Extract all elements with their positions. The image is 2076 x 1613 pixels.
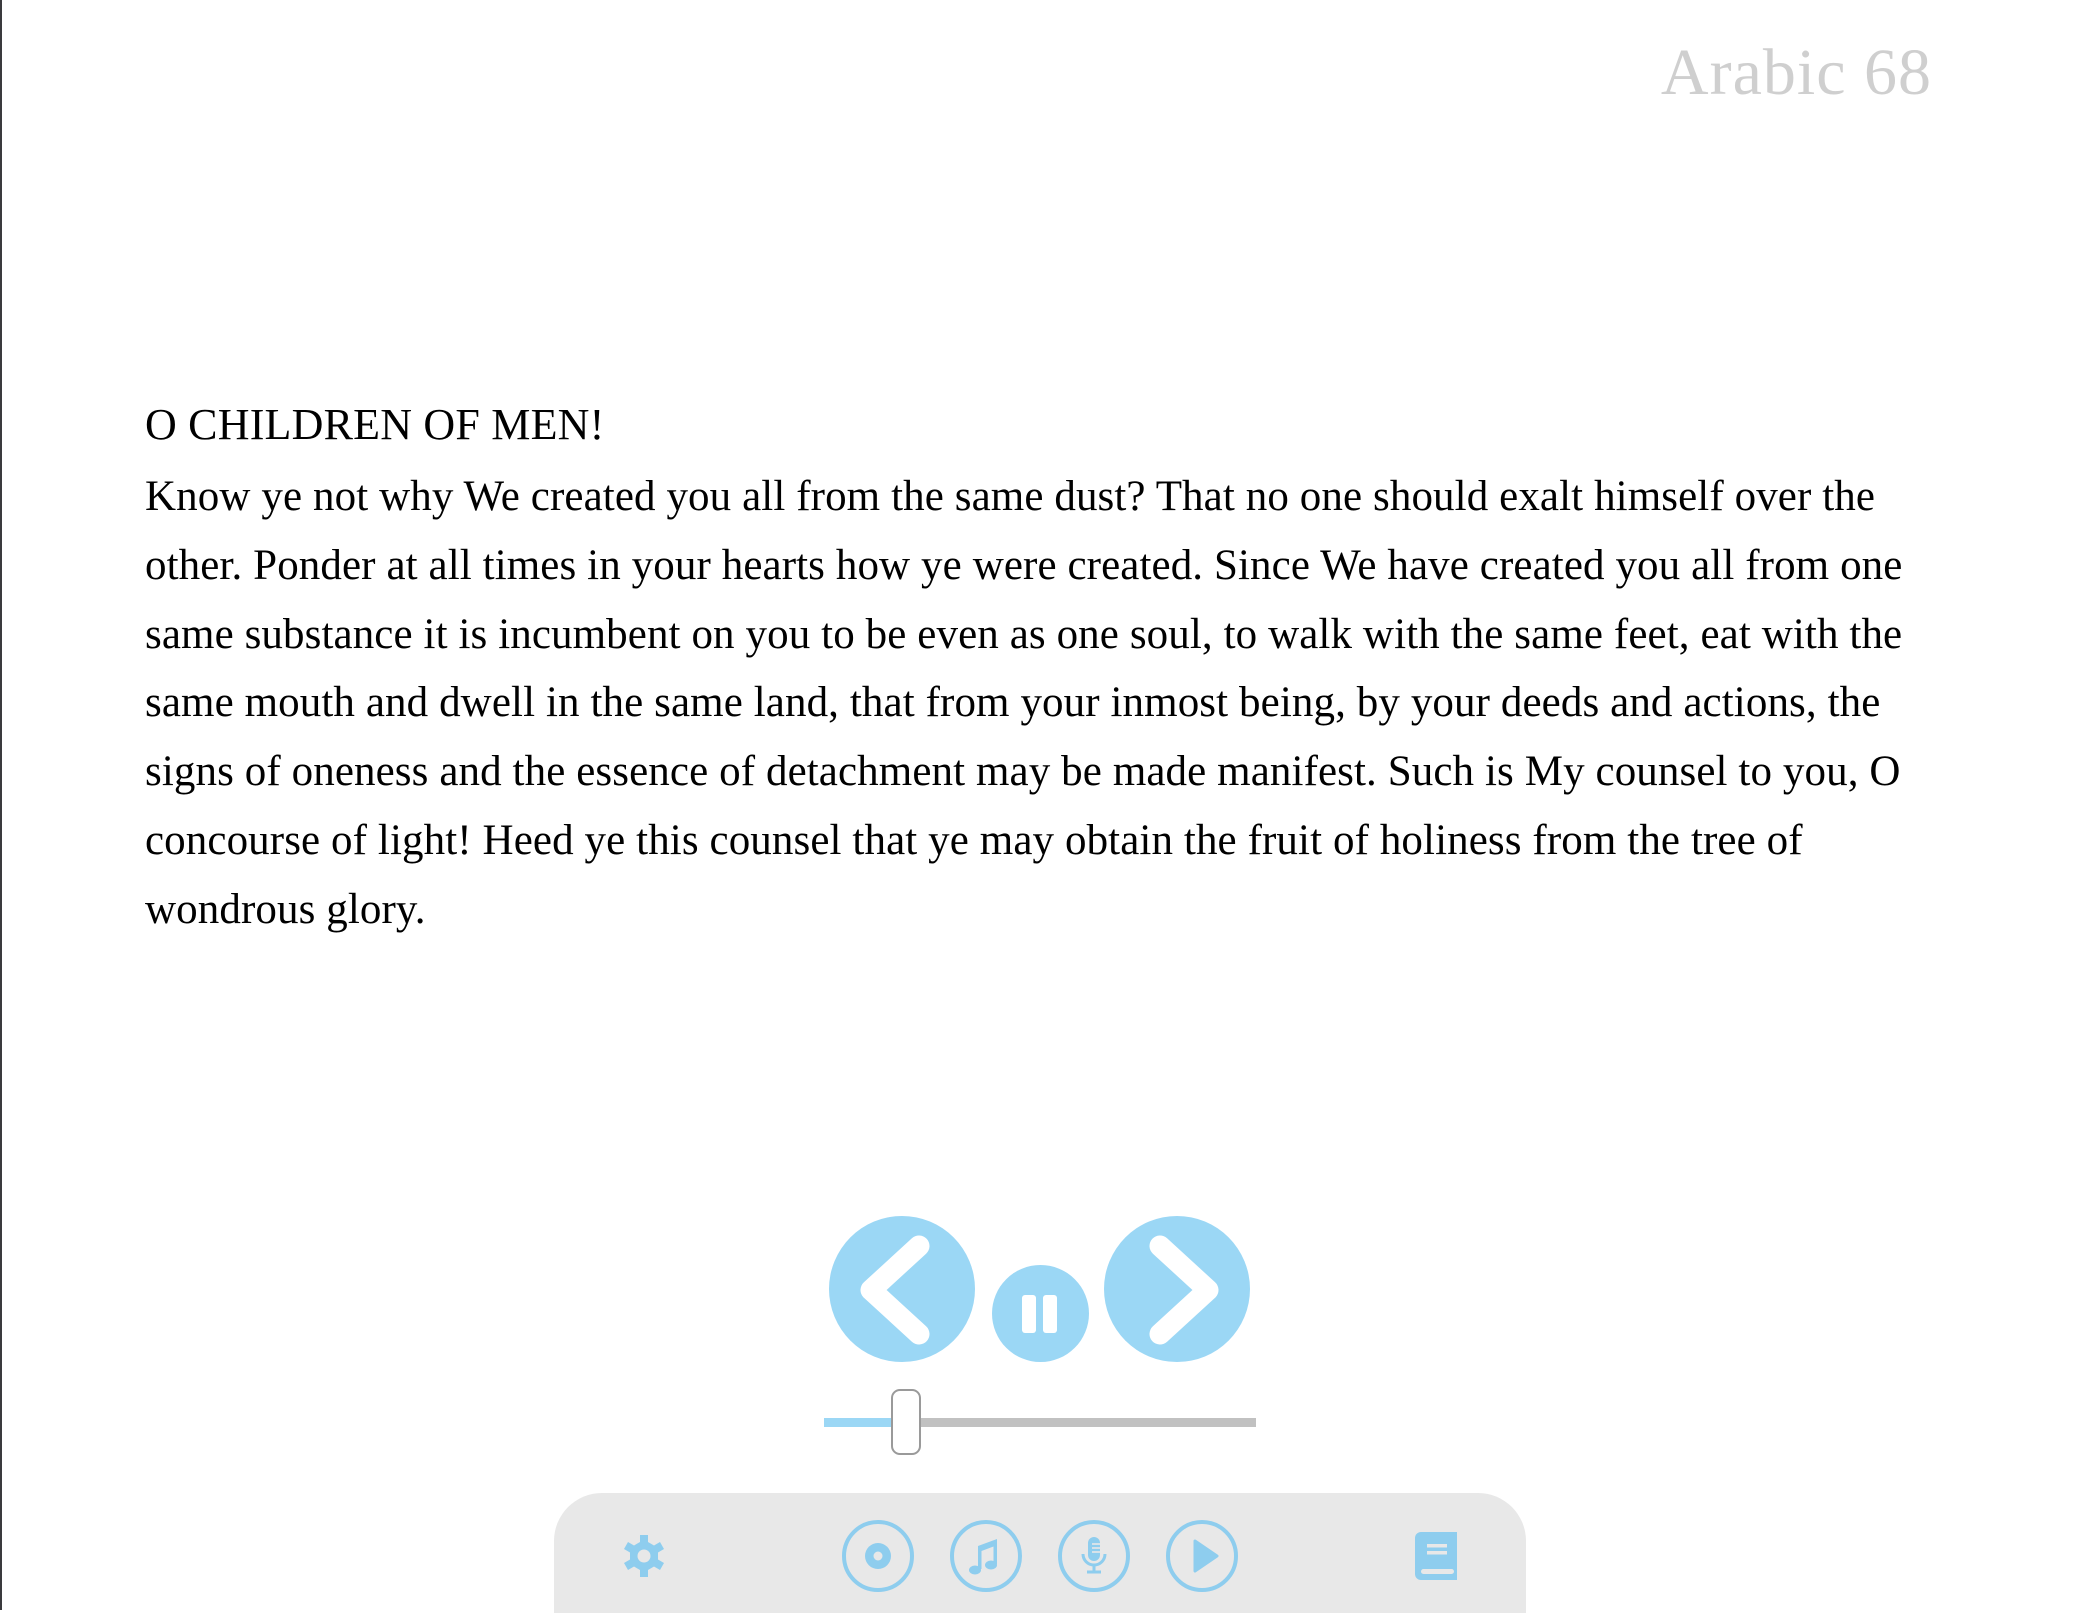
settings-button[interactable] xyxy=(621,1533,667,1579)
pause-icon xyxy=(992,1265,1089,1362)
window-left-border xyxy=(0,0,2,1610)
pause-button[interactable] xyxy=(992,1265,1089,1362)
microphone-button[interactable] xyxy=(1058,1520,1130,1592)
page-label: Arabic 68 xyxy=(1660,36,1932,109)
disc-icon xyxy=(846,1524,910,1588)
passage xyxy=(145,395,1935,945)
disc-button[interactable] xyxy=(842,1520,914,1592)
slider-thumb[interactable] xyxy=(891,1389,921,1455)
book-button[interactable] xyxy=(1415,1532,1459,1580)
microphone-icon xyxy=(1062,1524,1126,1588)
slider-fill xyxy=(824,1418,891,1427)
gear-icon xyxy=(621,1533,667,1579)
music-button[interactable] xyxy=(950,1520,1022,1592)
book-icon xyxy=(1415,1532,1459,1580)
music-note-icon xyxy=(954,1524,1018,1588)
previous-button[interactable] xyxy=(829,1216,975,1362)
progress-slider[interactable] xyxy=(824,1389,1256,1455)
chevron-right-icon xyxy=(1104,1216,1250,1362)
passage-heading: O CHILDREN OF MEN! xyxy=(145,400,605,449)
passage-body: Know ye not why We created you all from the same dust? That no one should exalt himself over the other. Ponder at all times in your hearts how ye were created. Since We have created you all from one same substance it is incumbent on you to be even as one soul, to walk with the same feet, eat with the same mouth and dwell in the same land, that from your inmost being, by your deeds and actions, the signs of oneness and the essence of detachment may be made manifest. Such is My counsel to you, O concourse of light! Heed ye this counsel that ye may obtain the fruit of holiness from the tree of wondrous glory. xyxy=(145,473,1903,933)
play-button[interactable] xyxy=(1166,1520,1238,1592)
bottom-toolbar xyxy=(554,1493,1526,1613)
chevron-left-icon xyxy=(829,1216,975,1362)
next-button[interactable] xyxy=(1104,1216,1250,1362)
play-icon xyxy=(1170,1524,1234,1588)
